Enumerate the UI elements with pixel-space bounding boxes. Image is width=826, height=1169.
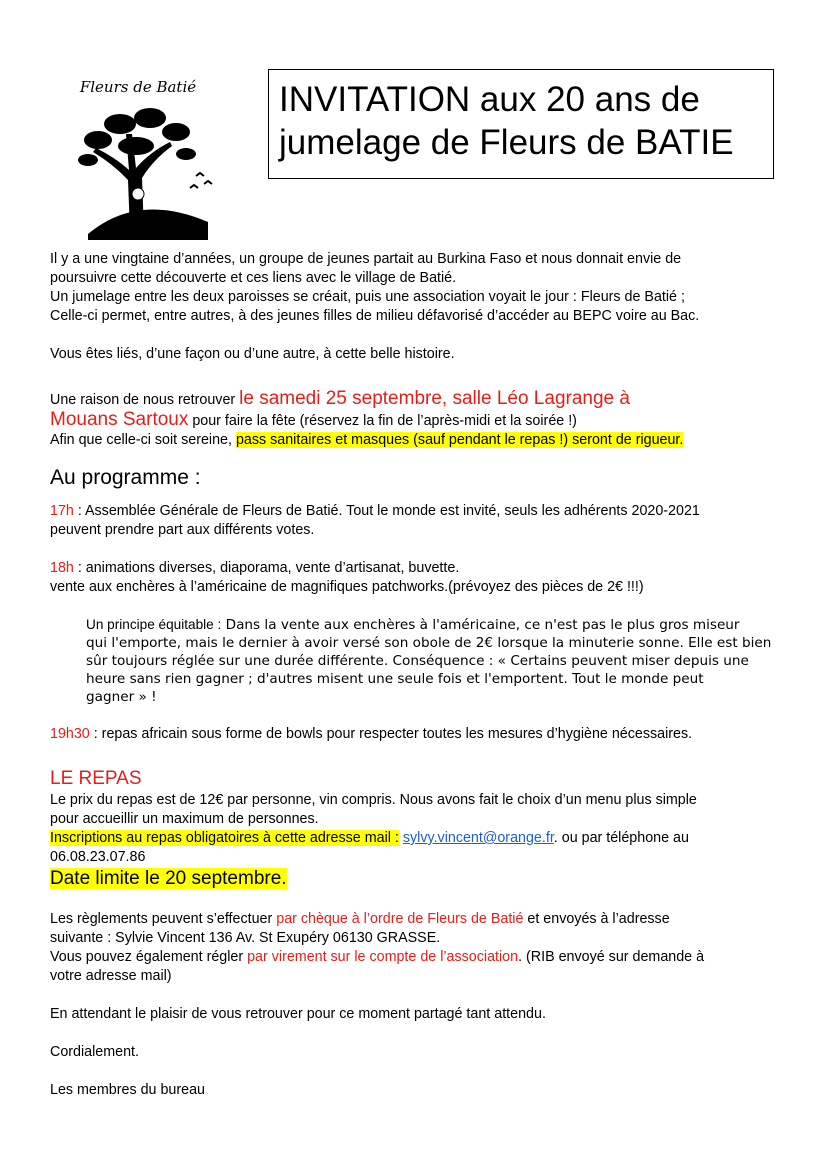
title-line-1: INVITATION aux 20 ans de — [279, 80, 700, 119]
intro-line-3: Un jumelage entre les deux paroisses se créait, puis une association voyait le jour : Fleurs de Batié ; — [50, 289, 685, 305]
deadline: Date limite le 20 septembre. — [50, 868, 287, 889]
email-link[interactable]: sylvy.vincent@orange.fr — [402, 830, 554, 846]
program-18h: 18h : animations diverses, diaporama, vente d’artisanat, buvette. — [50, 560, 460, 576]
payment-line-1: Les règlements peuvent s’effectuer par chèque à l’ordre de Fleurs de Batié et envoyés à l’adresse — [50, 911, 670, 927]
program-17h: 17h : Assemblée Générale de Fleurs de Batié. Tout le monde est invité, seuls les adhérents 2020-2021 — [50, 503, 700, 519]
letter-body — [50, 250, 780, 1100]
event-date: le samedi 25 septembre, salle Léo Lagrange à — [239, 388, 630, 409]
intro-line-1: Il y a une vingtaine d’années, un groupe de jeunes partait au Burkina Faso et nous donnait envie de — [50, 251, 682, 267]
intro-line-4: Celle-ci permet, entre autres, à des jeunes filles de milieu défavorisé d’accéder au BEPC voire au Bac. — [50, 308, 700, 324]
payment-line-3: Vous pouvez également régler par virement sur le compte de l’association. (RIB envoyé sur demande à — [50, 949, 705, 965]
logo — [58, 72, 218, 240]
sanitary-line: Afin que celle-ci soit sereine, pass sanitaires et masques (sauf pendant le repas !) seront de rigueur. — [50, 432, 684, 448]
closing-line-2: Cordialement. — [50, 1044, 139, 1060]
payment-line-2: suivante : Sylvie Vincent 136 Av. St Exupéry 06130 GRASSE. — [50, 930, 441, 946]
program-19h30: 19h30 : repas africain sous forme de bowls pour respecter toutes les mesures d’hygiène nécessaires. — [50, 726, 693, 742]
program-17h-cont: peuvent prendre part aux différents votes. — [50, 522, 315, 538]
sanitary-highlight: pass sanitaires et masques (sauf pendant le repas !) seront de rigueur. — [235, 432, 684, 448]
intro-line-5: Vous êtes liés, d’une façon ou d’une autre, à cette belle histoire. — [50, 346, 455, 362]
inscription-line: Inscriptions au repas obligatoires à cette adresse mail : sylvy.vincent@orange.fr. ou par téléphone au — [50, 830, 689, 846]
closing-line-1: En attendant le plaisir de vous retrouver pour ce moment partagé tant attendu. — [50, 1006, 546, 1022]
phone-number: 06.08.23.07.86 — [50, 849, 146, 865]
tree-icon — [58, 94, 218, 240]
payment-line-4: votre adresse mail) — [50, 968, 172, 984]
title-box — [268, 69, 774, 179]
inscription-highlight: Inscriptions au repas obligatoires à cette adresse mail : — [50, 830, 399, 846]
event-line-1: Une raison de nous retrouver le samedi 25 septembre, salle Léo Lagrange à — [50, 388, 630, 409]
program-18h-cont: vente aux enchères à l’américaine de magnifiques patchworks.(prévoyez des pièces de 2€ !!!) — [50, 579, 644, 595]
principle-label: Un principe équitable : — [86, 617, 222, 632]
title-line-2: jumelage de Fleurs de BATIE — [279, 123, 734, 162]
event-line-2: Mouans Sartoux pour faire la fête (réservez la fin de l’après-midi et la soirée !) — [50, 409, 577, 430]
principle-block: Un principe équitable : Dans la vente aux enchères à l'américaine, ce n'est pas le plus gros miseur qui l'emporte, mais le dernier à avoir versé son obole de 2€ lorsque la minuterie sonne. Elle est bien sûr toujours réglée sur une durée différente. Conséquence : « Certains peuvent miser depuis une heure sans rien gagner ; d'autres misent une seule fois et l'emportent. Tout le monde peut gagner » ! — [86, 617, 772, 705]
repas-line-2: pour accueillir un maximum de personnes. — [50, 811, 319, 827]
repas-heading: LE REPAS — [50, 768, 142, 789]
intro-line-2: poursuivre cette découverte et ces liens avec le village de Batié. — [50, 270, 457, 286]
logo-text: Fleurs de Batié — [79, 78, 197, 96]
repas-line-1: Le prix du repas est de 12€ par personne, vin compris. Nous avons fait le choix d’un menu plus simple — [50, 792, 697, 808]
event-place: Mouans Sartoux — [50, 409, 189, 430]
closing-line-3: Les membres du bureau — [50, 1082, 205, 1098]
program-heading: Au programme : — [50, 466, 201, 489]
